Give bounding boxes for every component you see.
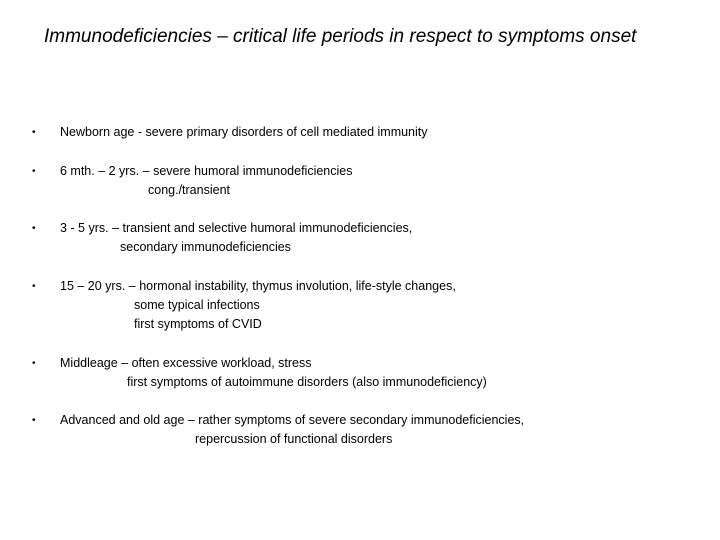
- item-text: 3 - 5 yrs. – transient and selective humoral immunodeficiencies,: [60, 221, 413, 235]
- bullet-icon: •: [32, 415, 36, 426]
- item-text: Newborn age - severe primary disorders of cell mediated immunity: [60, 125, 428, 139]
- bullet-icon: •: [32, 281, 36, 292]
- item-subtext: first symptoms of CVID: [134, 317, 262, 331]
- item-subtext: secondary immunodeficiencies: [120, 240, 291, 254]
- item-text: Advanced and old age – rather symptoms of severe secondary immunodeficiencies,: [60, 413, 525, 427]
- item-subtext: repercussion of functional disorders: [195, 432, 393, 446]
- item-text: Middleage – often excessive workload, stress: [60, 356, 312, 370]
- item-subtext: first symptoms of autoimmune disorders (also immunodeficiency): [127, 375, 487, 389]
- item-subtext: some typical infections: [134, 298, 260, 312]
- item-subtext: cong./transient: [148, 183, 230, 197]
- bullet-icon: •: [32, 358, 36, 369]
- item-text: 15 – 20 yrs. – hormonal instability, thymus involution, life-style changes,: [60, 279, 456, 293]
- bullet-icon: •: [32, 127, 36, 138]
- bullet-icon: •: [32, 223, 36, 234]
- slide-title: Immunodeficiencies – critical life periods in respect to symptoms onset: [44, 26, 637, 47]
- bullet-icon: •: [32, 166, 36, 177]
- item-text: 6 mth. – 2 yrs. – severe humoral immunodeficiencies: [60, 164, 353, 178]
